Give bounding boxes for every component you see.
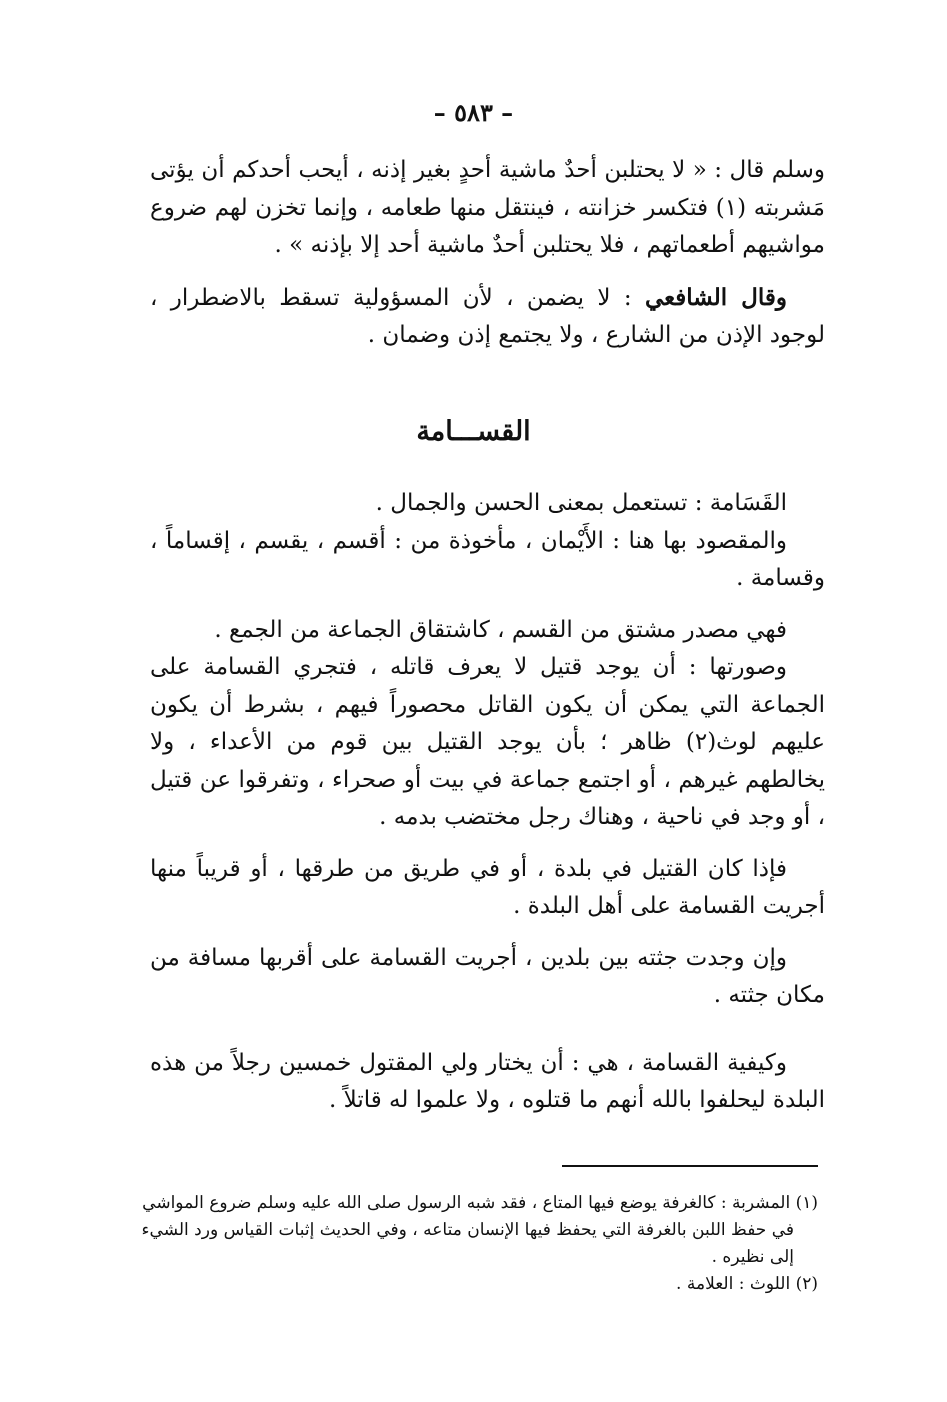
paragraph-town: فإذا كان القتيل في بلدة ، أو في طريق من طرقها ، أو قريباً منها أجريت القسامة على أهل البلدة . (150, 855, 825, 919)
footnote-1-line-3: إلى نظيره . (711, 1247, 794, 1267)
paragraph-meaning: والمقصود بها هنا : الأَيْمان ، مأخوذة من : أقسم ، يقسم ، إقساماً ، وقسامة . (150, 527, 825, 591)
hadith-paragraph: وسلم قال : « لا يحتلبن أحدٌ ماشية أحدٍ بغير إذنه ، أيحب أحدكم أن يؤتى مَشربته (١) فتكسر خزانته ، فينتقل منها طعامه ، وإنما تخزن لهم ضروع مواشيهم أطعماتهم ، فلا يحتلبن أحدٌ ماشية أحد إلا بإذنه » . (150, 157, 825, 258)
shafii-paragraph (150, 279, 825, 355)
shafii-text: : لا يضمن ، لأن المسؤولية تسقط بالاضطرار ، لوجود الإذن من الشارع ، ولا يجتمع إذن وضمان . (150, 284, 825, 348)
paragraph-form: وصورتها : أن يوجد قتيل لا يعرف قاتله ، فتجري القسامة على الجماعة التي يمكن أن يكون القاتل محصوراً فيهم ، بشرط أن يكون عليهم لوث(٢) ظاهر ؛ بأن يوجد القتيل بين قوم من الأعداء ، ولا يخالطهم غيرهم ، أو اجتمع جماعة في بيت أو صحراء ، وتفرقوا عن قتيل ، أو وجد في ناحية ، وهناك رجل مختضب بدمه . (150, 654, 826, 830)
paragraph-definition: القَسَامة : تستعمل بمعنى الحسن والجمال . (375, 490, 787, 516)
footnote-1-line-2: في حفظ اللبن بالغرفة التي يحفظ فيها الإنسان متاعه ، وفي الحديث إثبات القياس ورد الشيء (141, 1220, 794, 1240)
page-number: – ٥٨٣ – (433, 98, 514, 127)
footnote-1-line-1: (١) المشربة : كالغرفة يوضع فيها المتاع ، فقد شبه الرسول صلى الله عليه وسلم ضروع المواشي (142, 1193, 818, 1213)
paragraph-derivation: فهي مصدر مشتق من القسم ، كاشتقاق الجماعة من الجمع . (214, 616, 787, 643)
footnotes (140, 1190, 818, 1298)
footnote-divider (562, 1165, 818, 1167)
intro-block (150, 152, 825, 355)
paragraph-procedure: وكيفية القسامة ، هي : أن يختار ولي المقتول خمسين رجلاً من هذه البلدة ليحلفوا بالله أنهم ما قتلوه ، ولا علموا له قاتلاً . (150, 1049, 825, 1113)
shafii-label: وقال الشافعي (644, 283, 787, 311)
qasama-body (150, 485, 825, 1120)
paragraph-two-towns: وإن وجدت جثته بين بلدين ، أجريت القسامة على أقربها مسافة من مكان جثته . (150, 944, 825, 1008)
footnote-2: (٢) اللوث : العلامة . (676, 1274, 818, 1294)
section-title: القســـامة (416, 416, 531, 447)
